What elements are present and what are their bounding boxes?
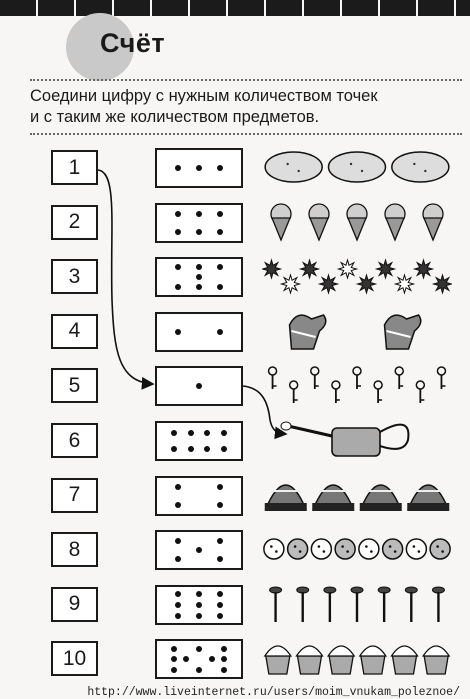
number-label: 1	[68, 155, 81, 179]
number-label: 4	[68, 319, 81, 343]
number-label: 9	[68, 592, 81, 616]
instruction-line-2: и с таким же количеством предметов.	[30, 108, 320, 126]
number-label: 5	[68, 373, 81, 397]
footer-url: http://www.liveinternet.ru/users/moim_vnukam_poleznoe/	[87, 686, 460, 699]
number-label: 6	[68, 428, 81, 452]
arrow-number-to-dots	[98, 170, 153, 384]
arrow-dots-to-items	[243, 386, 286, 434]
number-label: 8	[68, 537, 81, 561]
number-label: 2	[68, 210, 81, 234]
page-title: Счёт	[100, 28, 166, 58]
number-label: 3	[68, 264, 81, 288]
number-label: 7	[68, 483, 81, 507]
number-label: 10	[62, 646, 87, 670]
instruction-line-1: Соедини цифру с нужным количеством точек	[30, 87, 378, 105]
